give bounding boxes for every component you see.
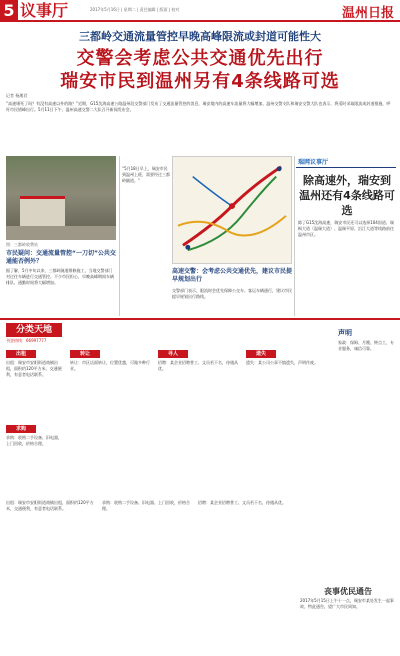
column-rule [294, 156, 295, 316]
headline-main: 交警会考虑公共交通优先出行 [76, 48, 324, 69]
masthead-logo: 温州日报 [341, 6, 394, 21]
category-label: 遗失 [246, 350, 276, 358]
lead-paragraph: “高速堵死了吗？有没有高速以外的路？”近期，G15沈海高速公路温州段交警部门发布了交通流量管控的消息，瑞安境内的高速车流量将大幅增加。温州交警支队和瑞安交警大队也表示，将适时采取限流或封道措施，呼吁市民错峰出行。5月11日下午，温州高速交警二大队召开新闻发布会。 [6, 101, 391, 112]
body-column-3: 交警部门表示，限流时会优先保障公交车、客运车辆通行，建议市民提早规划出行路线。 [172, 288, 292, 299]
notice-title: 丧事优民通告 [324, 587, 372, 596]
ad-text: 出租：瑞安市安阳街道商铺出租，面积约120平方米，交通便利，有意者电话联系。 [6, 500, 94, 511]
ad-text: 求购：收购二手设备、旧电器，上门回收，价格合理。 [6, 435, 62, 446]
right-ad-heading: 声明 [338, 329, 352, 337]
classified-banner: 分类天地 [6, 323, 62, 337]
sidebar-title: 除高速外，瑞安到温州还有4条线路可选 [299, 174, 395, 217]
sidebar-logo: 瑞网议事厅 [298, 159, 329, 166]
ad-text: 转让：市区店面转让，位置优越，可做多种行业。 [70, 360, 150, 371]
classified-phone: 刊登热线：66997777 [6, 338, 47, 343]
sidebar-body: 除了G15沈海高速，瑞安市民还可以选择104国道、瑞枫大道（温瑞大道）、温瑞平原、沿江大道等线路前往温州市区。 [298, 220, 394, 237]
photo-caption: 图：三都岭收费站 [6, 242, 38, 247]
body-column-1: 据了解，5月中旬以来，三都岭隧道维修施工，当地交警部门对过往车辆进行交通管控。不少市民担心，早晚高峰期间车辆排队，通勤时间将大幅增加。 [6, 268, 114, 285]
ad-text: 遗失：某公司公章不慎遗失，声明作废。 [246, 360, 318, 365]
notice-text: 2017年5月15日上午十一点，瑞安市某处发生一起事故，特此通告，望广大市民周知。 [300, 598, 394, 609]
route-map [172, 156, 292, 264]
ad-text: 家政：保姆、月嫂、钟点工，专业服务，诚信可靠。 [338, 340, 394, 351]
body-column-2: “5月18日早上，瑞安市民到温州上班，需要经过三都岭隧道。” [122, 166, 170, 183]
ad-text: 招聘：某企业招聘普工、文员若干名，待遇从优。 [198, 500, 286, 505]
category-label: 转让 [70, 350, 100, 358]
subheading-1: 市民疑问：交通流量管控“一刀切”公共交通能否例外？ [6, 250, 116, 265]
column-rule [119, 156, 120, 316]
ad-text: 招聘：某企业招聘普工、文员若干名，待遇从优。 [158, 360, 238, 371]
byline: 记者 杨湘君 [6, 93, 28, 98]
article-kicker: 三都岭交通流量管控早晚高峰限流或封道可能性大 [79, 30, 321, 43]
photo-toll-gate [20, 196, 65, 226]
category-label: 寻人 [158, 350, 188, 358]
page-number: 5 [0, 0, 18, 22]
category-label: 出租 [6, 350, 36, 358]
section-divider [0, 318, 400, 320]
photo-road [6, 226, 116, 240]
ad-text: 求购：收购二手设备、旧电器，上门回收，价格合理。 [102, 500, 190, 511]
category-label: 求购 [6, 425, 36, 433]
subheading-2: 高速交警：会考虑公共交通优先，建议市民提早规划出行 [172, 268, 293, 283]
header-meta: 2017年5月16日 | 星期二 | 责任编辑 | 版面 | 校对 [90, 7, 180, 12]
route-map-graphic [173, 157, 291, 263]
headline-sub: 瑞安市民到温州另有4条线路可选 [60, 71, 340, 92]
ad-text: 出租：瑞安市安阳街道商铺出租，面积约120平方米，交通便利，有意者电话联系。 [6, 360, 62, 377]
section-title: 议事厅 [20, 1, 69, 20]
